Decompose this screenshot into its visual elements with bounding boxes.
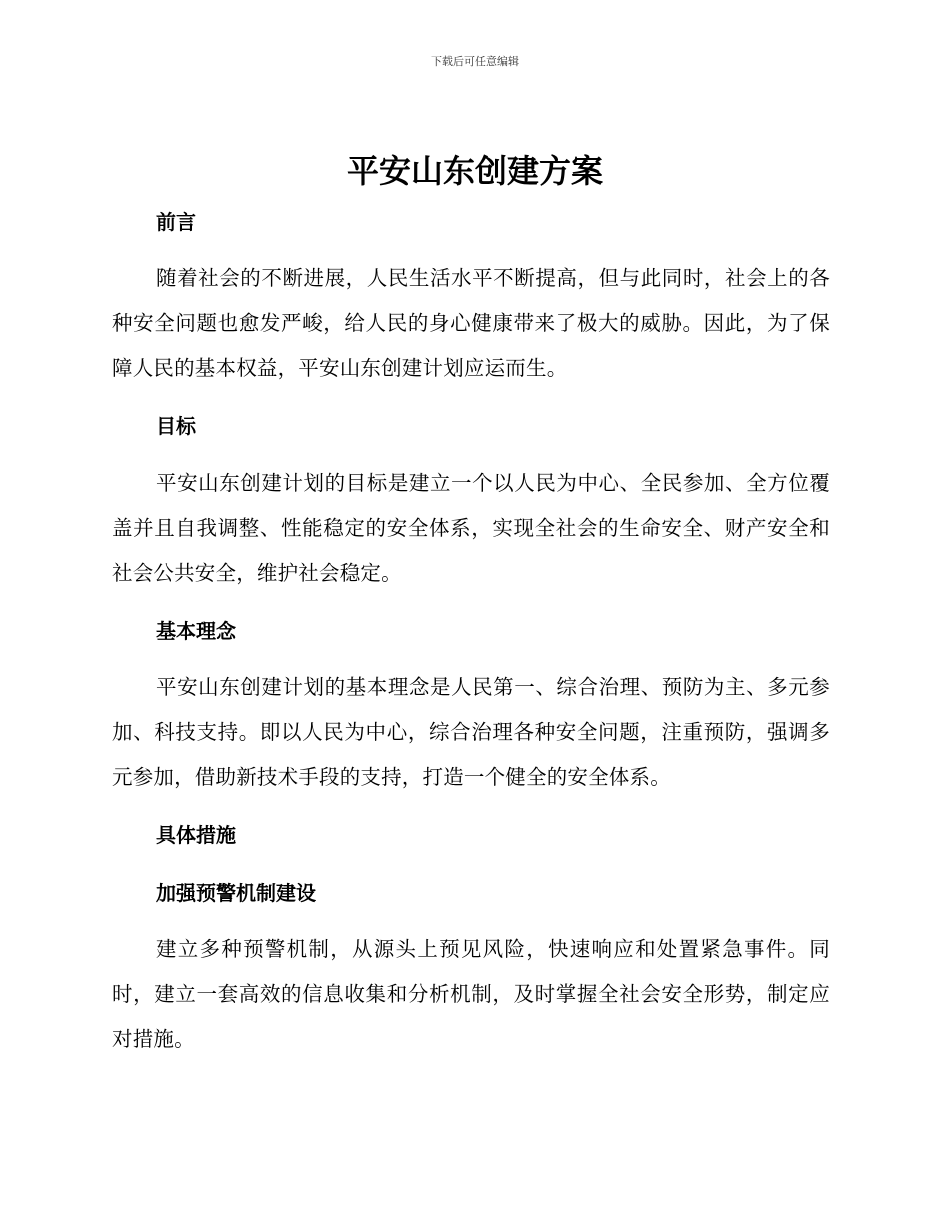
section-heading-preface: 前言 <box>156 210 196 234</box>
section-heading-specific-measures: 具体措施 <box>156 823 236 847</box>
page-header-note: 下载后可任意编辑 <box>431 55 519 68</box>
section-paragraph-basic-concept: 平安山东创建计划的基本理念是人民第一、综合治理、预防为主、多元参加、科技支持。即以人民为中心，综合治理各种安全问题，注重预防，强调多元参加，借助新技术手段的支持，打造一个健全的安全体系。 <box>112 675 830 789</box>
section-heading-early-warning: 加强预警机制建设 <box>156 881 316 905</box>
section-heading-goal: 目标 <box>156 414 196 438</box>
document-title: 平安山东创建方案 <box>346 152 603 190</box>
section-paragraph-preface: 随着社会的不断进展，人民生活水平不断提高，但与此同时，社会上的各种安全问题也愈发严峻，给人民的身心健康带来了极大的威胁。因此，为了保障人民的基本权益，平安山东创建计划应运而生。 <box>112 266 830 380</box>
section-paragraph-early-warning: 建立多种预警机制，从源头上预见风险，快速响应和处置紧急事件。同时，建立一套高效的信息收集和分析机制，及时掌握全社会安全形势，制定应对措施。 <box>112 937 830 1051</box>
section-heading-basic-concept: 基本理念 <box>156 619 236 643</box>
section-paragraph-goal: 平安山东创建计划的目标是建立一个以人民为中心、全民参加、全方位覆盖并且自我调整、性能稳定的安全体系，实现全社会的生命安全、财产安全和社会公共安全，维护社会稳定。 <box>112 471 830 585</box>
